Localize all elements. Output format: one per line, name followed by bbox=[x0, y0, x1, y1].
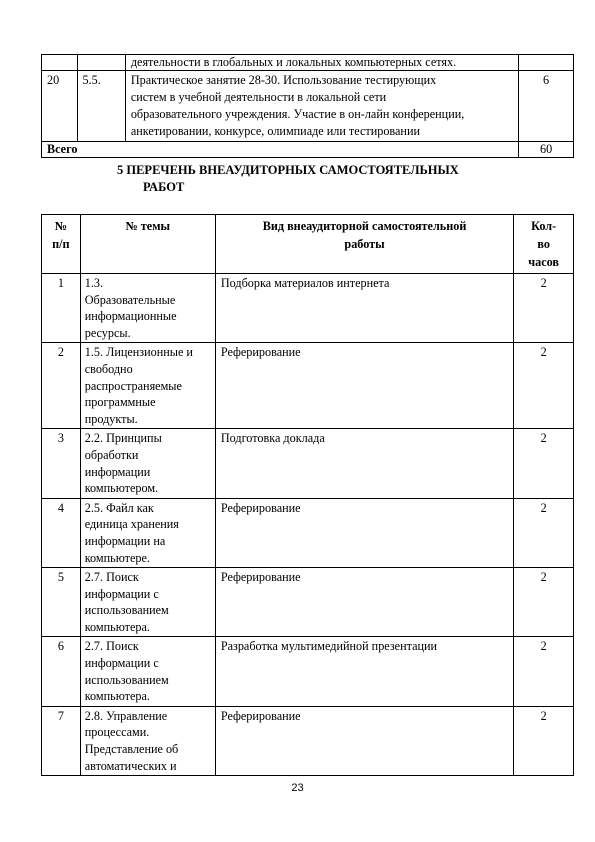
topic-line: 1.5. Лицензионные и bbox=[84, 345, 193, 360]
hours-value: 6 bbox=[519, 71, 574, 142]
topic-line: компьютера. bbox=[84, 619, 150, 634]
topic-line: программные bbox=[84, 395, 156, 410]
row-number: 4 bbox=[42, 498, 81, 567]
topic-line: распространяемые bbox=[84, 378, 182, 393]
row-number: 1 bbox=[42, 274, 81, 343]
hours-value: 2 bbox=[514, 706, 574, 775]
topic-line: информации с bbox=[84, 586, 159, 601]
header-text: Вид внеаудиторной самостоятельной bbox=[262, 219, 467, 233]
topic-line: ресурсы. bbox=[84, 325, 131, 340]
hours-value: 2 bbox=[514, 343, 574, 429]
heading-line: РАБОТ bbox=[143, 180, 185, 194]
row-number: 7 bbox=[42, 706, 81, 775]
header-text: № bbox=[54, 219, 67, 233]
continued-content: деятельности в глобальных и локальных компьютерных сетях. bbox=[125, 55, 518, 71]
total-row bbox=[42, 142, 574, 158]
header-text: часов bbox=[528, 255, 560, 269]
table-header-row bbox=[42, 215, 574, 274]
header-num bbox=[42, 215, 81, 274]
topic-line: Представление об bbox=[84, 742, 179, 757]
topic-cell bbox=[80, 706, 215, 775]
cell-empty bbox=[42, 55, 78, 71]
table-row bbox=[42, 343, 574, 429]
row-number: 6 bbox=[42, 637, 81, 706]
topic-line: компьютером. bbox=[84, 481, 159, 496]
topic-line: использованием bbox=[84, 672, 169, 687]
lesson-content bbox=[125, 71, 518, 142]
table-row bbox=[42, 429, 574, 498]
topic-line: использованием bbox=[84, 603, 169, 618]
independent-work-table bbox=[41, 214, 574, 776]
topic-cell bbox=[80, 568, 215, 637]
topic-line: информации на bbox=[84, 533, 166, 548]
page-number: 23 bbox=[291, 782, 304, 794]
header-topic bbox=[80, 215, 215, 274]
topic-line: 1.3. bbox=[84, 276, 104, 290]
content-line: систем в учебной деятельности в локальной сети bbox=[130, 90, 387, 104]
topic-line: обработки bbox=[84, 447, 139, 462]
row-number: 3 bbox=[42, 429, 81, 498]
topic-line: процессами. bbox=[84, 725, 150, 740]
hours-value: 2 bbox=[514, 568, 574, 637]
header-text: Кол- bbox=[531, 219, 557, 233]
topic-line: 2.5. Файл как bbox=[84, 500, 154, 515]
hours-value: 2 bbox=[514, 274, 574, 343]
hours-value: 2 bbox=[514, 637, 574, 706]
topic-cell bbox=[80, 343, 215, 429]
topic-cell bbox=[80, 274, 215, 343]
header-hours bbox=[514, 215, 574, 274]
topic-line: информации с bbox=[84, 656, 159, 671]
content-line: анкетировании, конкурсе, олимпиаде или тестировании bbox=[130, 124, 420, 138]
work-kind: Реферирование bbox=[215, 568, 513, 637]
topic-line: 2.7. Поиск bbox=[84, 639, 139, 654]
topic-line: 2.2. Принципы bbox=[84, 431, 162, 446]
content-line: Практическое занятие 28-30. Использование тестирующих bbox=[130, 73, 437, 87]
table-body bbox=[42, 274, 574, 776]
table-row bbox=[42, 706, 574, 775]
topic-line: 2.7. Поиск bbox=[84, 570, 139, 585]
topic-number: 5.5. bbox=[77, 71, 125, 142]
table-row bbox=[42, 274, 574, 343]
header-text: № темы bbox=[125, 219, 171, 233]
hours-value: 2 bbox=[514, 429, 574, 498]
topic-line: продукты. bbox=[84, 411, 138, 426]
work-kind: Подборка материалов интернета bbox=[215, 274, 513, 343]
work-kind: Реферирование bbox=[215, 498, 513, 567]
header-text: работы bbox=[344, 237, 385, 251]
topic-line: Образовательные bbox=[84, 292, 176, 307]
topic-line: единица хранения bbox=[84, 517, 179, 532]
section-heading bbox=[100, 162, 540, 196]
total-label: Всего bbox=[42, 142, 519, 158]
work-kind: Реферирование bbox=[215, 706, 513, 775]
hours-value: 2 bbox=[514, 498, 574, 567]
topic-line: компьютера. bbox=[84, 689, 150, 704]
topic-line: информации bbox=[84, 464, 151, 479]
content-line: образовательного учреждения. Участие в он-лайн конференции, bbox=[130, 107, 465, 121]
work-kind: Подготовка доклада bbox=[215, 429, 513, 498]
topic-cell bbox=[80, 498, 215, 567]
table-row bbox=[42, 637, 574, 706]
total-value: 60 bbox=[519, 142, 574, 158]
table-row bbox=[42, 71, 574, 142]
row-number: 2 bbox=[42, 343, 81, 429]
work-kind: Реферирование bbox=[215, 343, 513, 429]
continued-row bbox=[42, 55, 574, 71]
table-row bbox=[42, 568, 574, 637]
row-number: 20 bbox=[42, 71, 78, 142]
cell-empty bbox=[519, 55, 574, 71]
curriculum-table-continued bbox=[41, 54, 574, 158]
cell-empty bbox=[77, 55, 125, 71]
work-kind: Разработка мультимедийной презентации bbox=[215, 637, 513, 706]
header-text: во bbox=[537, 237, 550, 251]
topic-cell bbox=[80, 637, 215, 706]
row-number: 5 bbox=[42, 568, 81, 637]
heading-line: 5 ПЕРЕЧЕНЬ ВНЕАУДИТОРНЫХ САМОСТОЯТЕЛЬНЫХ bbox=[117, 163, 459, 177]
header-text: п/п bbox=[52, 237, 70, 251]
header-kind bbox=[215, 215, 513, 274]
topic-cell bbox=[80, 429, 215, 498]
topic-line: информационные bbox=[84, 309, 177, 324]
topic-line: 2.8. Управление bbox=[84, 708, 168, 723]
topic-line: автоматических и bbox=[84, 758, 177, 773]
topic-line: свободно bbox=[84, 361, 133, 376]
table-row bbox=[42, 498, 574, 567]
topic-line: компьютере. bbox=[84, 550, 150, 565]
